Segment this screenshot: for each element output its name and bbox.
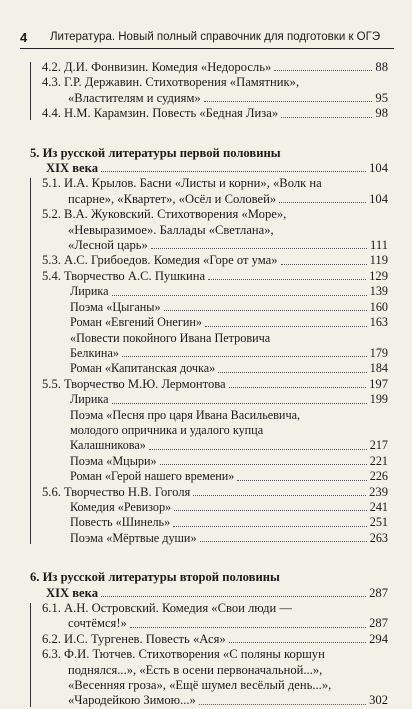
toc-entry-text: 5.4. Творчество А.С. Пушкина	[42, 268, 206, 283]
toc-page-number: 217	[369, 438, 388, 453]
dot-leader	[281, 117, 372, 118]
toc-entry	[42, 469, 388, 484]
toc-entry-text: Роман «Евгений Онегин»	[70, 315, 202, 330]
toc-entry	[42, 377, 388, 392]
toc-page-number: 88	[375, 60, 388, 74]
running-head	[20, 26, 394, 49]
dot-leader	[151, 248, 367, 249]
toc-entry	[42, 408, 388, 454]
table-of-contents	[30, 60, 388, 709]
toc-entry-text: Поэма «Цыганы»	[70, 299, 161, 314]
toc-page-number: 221	[369, 453, 388, 468]
toc-entry-text: Поэма «Песня про царя Ивана Васильевича,	[70, 407, 301, 422]
toc-entry-text: 6.2. И.С. Тургенев. Повесть «Ася»	[42, 631, 226, 646]
toc-entry-text: Поэма «Мёртвые души»	[70, 530, 197, 545]
toc-entry	[42, 284, 388, 299]
dot-leader	[112, 295, 367, 296]
toc-entry	[42, 75, 388, 106]
toc-page-number: 104	[369, 161, 388, 176]
dot-leader	[200, 541, 367, 542]
toc-entry	[42, 454, 388, 469]
dot-leader	[112, 403, 367, 404]
toc-entry-text: Белкина»	[70, 345, 119, 360]
toc-entry-text: Комедия «Ревизор»	[70, 499, 172, 514]
dot-leader	[101, 596, 366, 597]
toc-page-number: 287	[369, 585, 388, 600]
dot-leader	[205, 326, 367, 327]
dot-leader	[208, 279, 366, 280]
toc-entry-text: Роман «Капитанская дочка»	[70, 361, 216, 376]
dot-leader	[193, 495, 366, 496]
toc-page-number: 163	[369, 315, 388, 330]
toc-entry-text: Повесть «Шинель»	[70, 515, 171, 530]
toc-entry-text: 5.5. Творчество М.Ю. Лермонтова	[42, 376, 226, 391]
toc-entry-text: «Властителям и судиям»	[68, 90, 201, 105]
toc-entry-text: молодого опричника и удалого купца	[70, 422, 264, 437]
dot-leader	[229, 642, 366, 643]
toc-page-number: 104	[369, 191, 388, 206]
dot-leader	[204, 101, 373, 102]
toc-page-number: 251	[369, 515, 388, 530]
toc-entry-text: 6. Из русской литературы второй половины	[30, 570, 280, 585]
dot-leader	[130, 627, 366, 628]
page-number: 4	[20, 29, 28, 45]
toc-entry-text: Роман «Герой нашего времени»	[70, 469, 235, 484]
toc-entry-text: сочтёмся!»	[68, 616, 127, 631]
toc-entry	[42, 392, 388, 407]
toc-entry-text: 4.4. Н.М. Карамзин. Повесть «Бедная Лиза»	[42, 106, 279, 121]
toc-entry-text: Поэма «Мцыри»	[70, 453, 157, 468]
dot-leader	[279, 202, 366, 203]
toc-entry-text: «Невыразимое». Баллады «Светлана»,	[68, 222, 274, 237]
toc-page-number: 226	[369, 469, 388, 484]
toc-page-number: 119	[369, 253, 388, 268]
toc-entry	[42, 207, 388, 253]
dot-leader	[274, 70, 372, 71]
toc-page-number: 239	[369, 484, 388, 499]
toc-section	[30, 60, 388, 122]
toc-entry	[42, 601, 388, 632]
toc-section	[30, 176, 388, 546]
toc-part-heading	[30, 146, 388, 177]
toc-page-number: 302	[369, 693, 388, 708]
toc-page-number: 129	[369, 268, 388, 283]
section-gap	[30, 546, 388, 556]
toc-entry	[42, 106, 388, 121]
toc-page-number: 111	[370, 238, 388, 253]
dot-leader	[281, 264, 367, 265]
toc-entry-text: XIX века	[46, 585, 98, 600]
toc-entry-text: 5.1. И.А. Крылов. Басни «Листы и корни», «Волк на	[42, 176, 322, 191]
toc-entry-text: 6.3. Ф.И. Тютчев. Стихотворения «С поляны коршун	[42, 647, 325, 662]
book-title: Литература. Новый полный справочник для подготовки к ОГЭ	[50, 31, 381, 43]
toc-entry	[42, 361, 388, 376]
toc-page-number: 95	[375, 90, 388, 105]
toc-entry-text: «Чародейкою Зимою...»	[68, 693, 196, 708]
toc-entry	[42, 300, 388, 315]
dot-leader	[164, 310, 367, 311]
section-gap	[30, 122, 388, 132]
toc-entry	[42, 253, 388, 268]
dot-leader	[149, 449, 367, 450]
toc-entry-text: Лирика	[70, 392, 109, 407]
toc-page-number: 179	[369, 345, 388, 360]
toc-entry	[42, 531, 388, 546]
dot-leader	[101, 171, 366, 172]
toc-entry	[42, 315, 388, 330]
toc-entry-text: 5.3. А.С. Грибоедов. Комедия «Горе от ума»	[42, 253, 278, 268]
toc-part-heading	[30, 570, 388, 601]
toc-section	[30, 601, 388, 709]
toc-entry	[42, 500, 388, 515]
toc-entry	[42, 632, 388, 647]
toc-entry-text: XIX века	[46, 161, 98, 176]
toc-page-number: 98	[375, 106, 388, 121]
dot-leader	[173, 526, 367, 527]
toc-entry-text: Лирика	[70, 284, 109, 299]
toc-page-number: 287	[369, 616, 388, 631]
toc-entry	[42, 485, 388, 500]
toc-entry-text: 4.2. Д.И. Фонвизин. Комедия «Недоросль»	[42, 60, 272, 74]
dot-leader	[237, 480, 366, 481]
toc-entry	[42, 269, 388, 284]
toc-page-number: 241	[369, 499, 388, 514]
toc-entry-text: «Повести покойного Ивана Петровича	[70, 330, 271, 345]
toc-entry-text: «Лесной царь»	[68, 238, 148, 253]
dot-leader	[229, 387, 366, 388]
toc-entry-text: поднялся...», «Есть в осени первоначальной...»,	[68, 662, 323, 677]
toc-entry-text: 4.3. Г.Р. Державин. Стихотворения «Памятник»,	[42, 75, 300, 90]
toc-page-number: 197	[369, 376, 388, 391]
toc-entry	[42, 331, 388, 362]
dot-leader	[122, 356, 367, 357]
toc-entry-text: 6.1. А.Н. Островский. Комедия «Свои люди —	[42, 601, 292, 615]
toc-entry	[42, 176, 388, 207]
toc-page-number: 160	[369, 299, 388, 314]
toc-page-number: 294	[369, 631, 388, 646]
toc-page-number: 263	[369, 530, 388, 545]
dot-leader	[174, 510, 367, 511]
dot-leader	[160, 464, 367, 465]
toc-entry-text: 5.6. Творчество Н.В. Гоголя	[42, 484, 191, 499]
toc-entry-text: 5.2. В.А. Жуковский. Стихотворения «Море»,	[42, 207, 287, 222]
toc-entry-text: Калашникова»	[70, 438, 146, 453]
toc-entry-text: 5. Из русской литературы первой половины	[30, 145, 281, 160]
dot-leader	[199, 704, 366, 705]
dot-leader	[218, 372, 366, 373]
toc-entry	[42, 515, 388, 530]
toc-page-number: 139	[369, 284, 388, 299]
toc-entry-text: псарне», «Квартет», «Осёл и Соловей»	[68, 191, 277, 206]
toc-page-number: 199	[369, 392, 388, 407]
toc-entry-text: «Весенняя гроза», «Ещё шумел весёлый день...»,	[68, 678, 332, 693]
toc-page-number: 184	[369, 361, 388, 376]
toc-entry	[42, 60, 388, 75]
